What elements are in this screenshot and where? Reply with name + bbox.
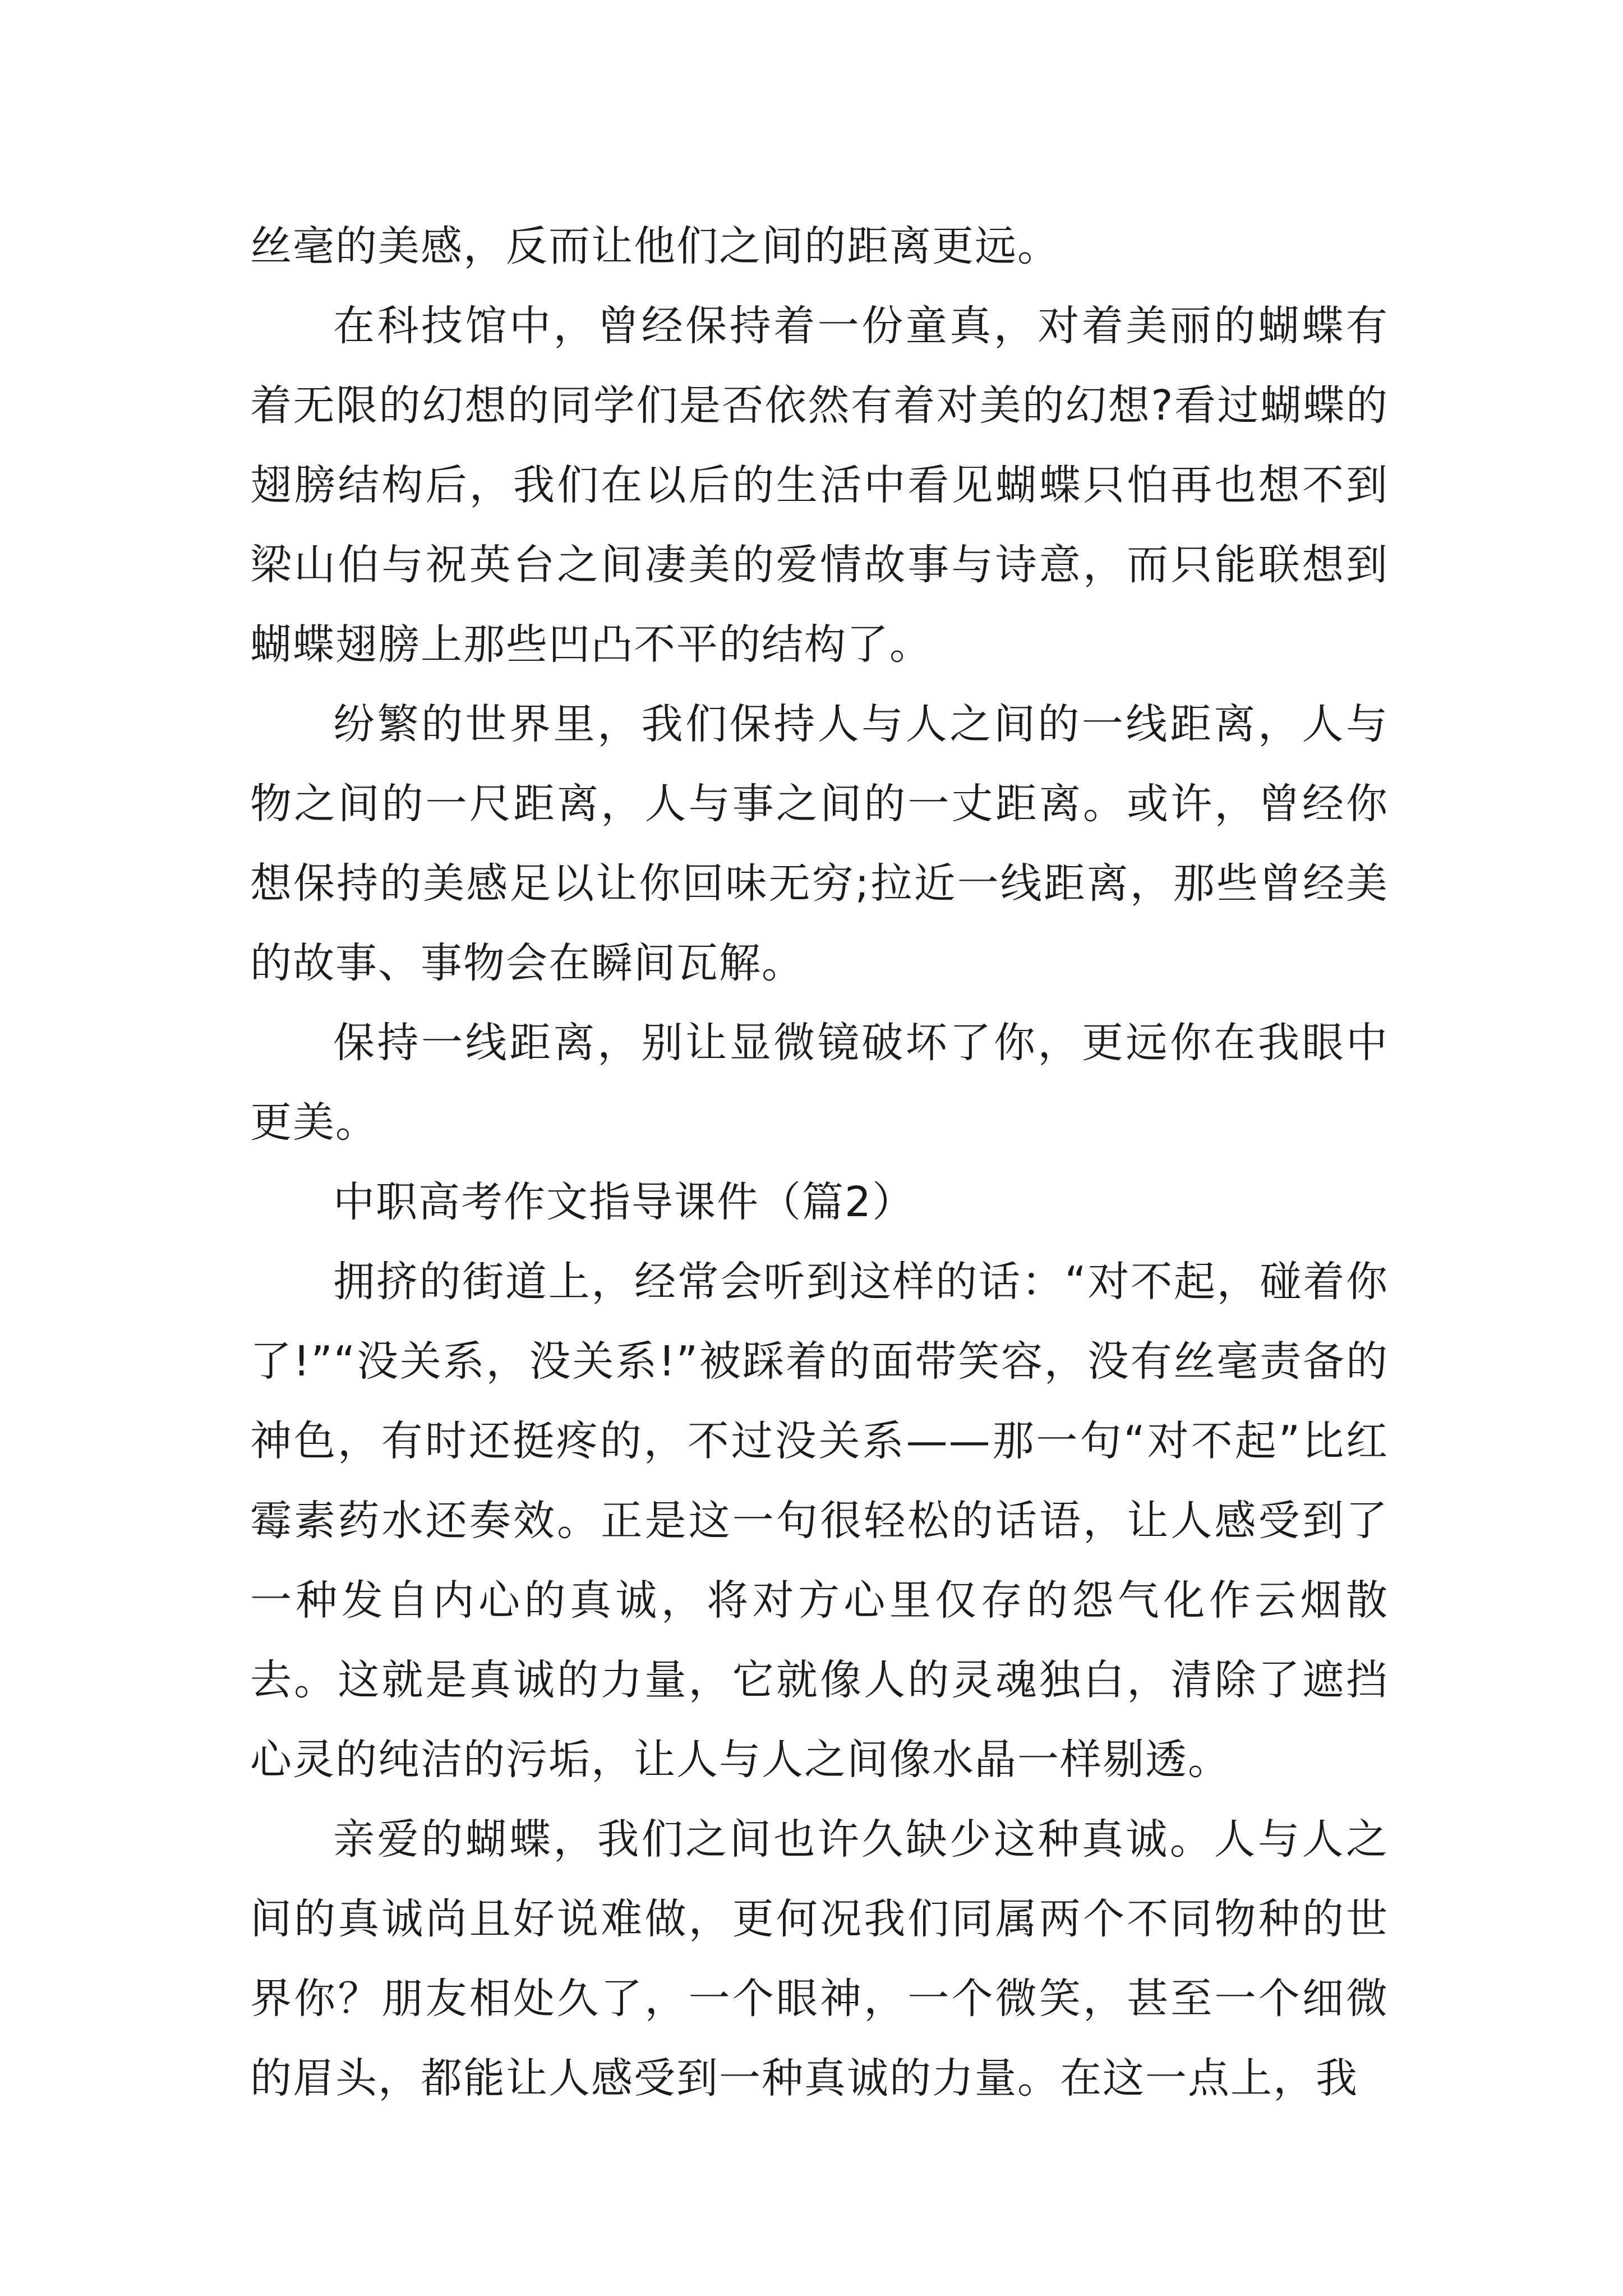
paragraph: 拥挤的街道上，经常会听到这样的话：“对不起，碰着你了!”“没关系，没关系!”被踩着的面带笑容，没有丝毫责备的神色，有时还挺疼的，不过没关系——那一句“对不起”比红霉素药水还奏效。正是这一句很轻松的话语，让人感受到了一种发自内心的真诚，将对方心里仅存的怨气化作云烟散去。这就是真诚的力量，它就像人的灵魂独白，清除了遮挡心灵的纯洁的污垢，让人与人之间像水晶一样剔透。 [250,1258,1389,1784]
document-body [250,206,1389,2118]
section-heading: 中职高考作文指导课件（篇2） [333,1178,915,1226]
paragraph: 亲爱的蝴蝶，我们之间也许久缺少这种真诚。人与人之间的真诚尚且好说难做，更何况我们同属两个不同物种的世界你？朋友相处久了，一个眼神，一个微笑，甚至一个细微的眉头，都能让人感受到一种真诚的力量。在这一点上，我 [250,1815,1389,2102]
paragraph: 在科技馆中，曾经保持着一份童真，对着美丽的蝴蝶有着无限的幻想的同学们是否依然有着对美的幻想?看过蝴蝶的翅膀结构后，我们在以后的生活中看见蝴蝶只怕再也想不到梁山伯与祝英台之间凄美的爱情故事与诗意，而只能联想到蝴蝶翅膀上那些凹凸不平的结构了。 [250,302,1389,669]
paragraph: 保持一线距离，别让显微镜破坏了你，更远你在我眼中更美。 [250,1019,1389,1147]
paragraph: 纷繁的世界里，我们保持人与人之间的一线距离，人与物之间的一尺距离，人与事之间的一丈距离。或许，曾经你想保持的美感足以让你回味无穷;拉近一线距离，那些曾经美的故事、事物会在瞬间瓦解。 [250,700,1389,987]
paragraph: 丝毫的美感，反而让他们之间的距离更远。 [250,222,1060,270]
